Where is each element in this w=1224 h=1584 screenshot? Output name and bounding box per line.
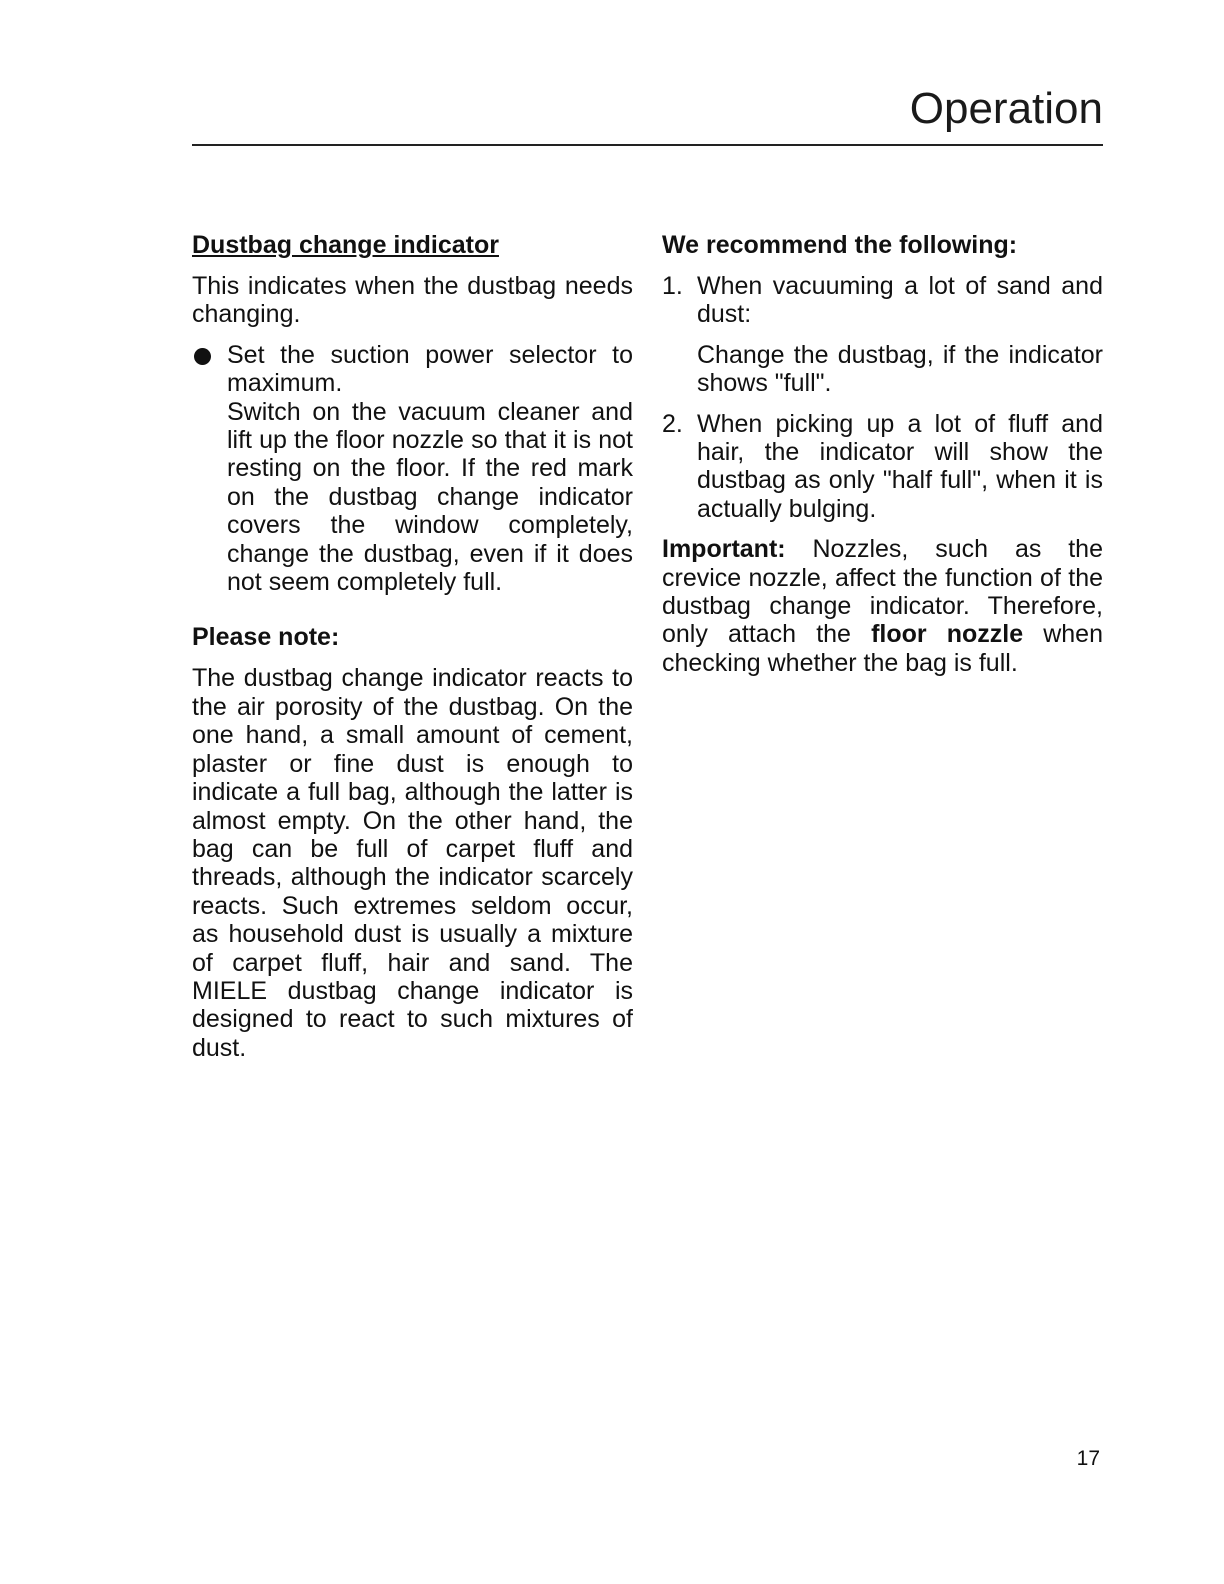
important-text-after: when checking whether the bag is full. xyxy=(662,620,1103,677)
step-extra-text: Change the dustbag, if the indicator shows "full". xyxy=(697,340,1103,398)
right-column xyxy=(662,230,1103,677)
bullet-item xyxy=(192,341,633,597)
bullet-line-2: Switch on the vacuum cleaner and lift up the floor nozzle so that it is not resting on the floor. If the red mark on the dustbag change indicator covers the window completely, change the dustbag, even if it does not seem completely full. xyxy=(227,397,633,597)
important-text-before: Nozzles, such as the crevice nozzle, affect the function of the dustbag change indicator. Therefore, only attach the xyxy=(662,535,1103,649)
step-number: 2. xyxy=(662,409,683,438)
bullet-dot-icon xyxy=(194,348,211,365)
step-number: 1. xyxy=(662,272,683,300)
please-note-heading: Please note: xyxy=(192,623,340,652)
recommendation-list xyxy=(662,272,1103,523)
step-text: When vacuuming a lot of sand and dust: xyxy=(697,272,1103,329)
floor-nozzle-emphasis: floor nozzle xyxy=(871,620,1024,649)
bullet-line-1: Set the suction power selector to maximum. xyxy=(227,340,633,398)
important-label: Important: xyxy=(662,535,786,564)
recommendation-item xyxy=(662,272,1103,398)
header-divider xyxy=(192,144,1103,146)
recommend-heading: We recommend the following: xyxy=(662,231,1018,259)
intro-paragraph: This indicates when the dustbag needs changing. xyxy=(192,272,633,329)
recommendation-item xyxy=(662,410,1103,524)
please-note-paragraph: The dustbag change indicator reacts to the air porosity of the dustbag. On the one hand, a small amount of cement, plaster or fine dust is enough to indicate a full bag, although the latter is almost empty. On the other hand, the bag can be full of carpet fluff and threads, although the indicator scarcely reacts. Such extremes seldom occur, as household dust is usually a mixture of carpet fluff, hair and sand. The MIELE dustbag change indicator is designed to react to such mixtures of dust. xyxy=(192,664,633,1062)
page-number: 17 xyxy=(1076,1447,1100,1470)
dustbag-indicator-heading: Dustbag change indicator xyxy=(192,231,499,259)
left-column xyxy=(192,230,633,1062)
page-section-title: Operation xyxy=(909,84,1103,133)
step-text: When picking up a lot of fluff and hair, the indicator will show the dustbag as only "half full", when it is actually bulging. xyxy=(697,409,1103,523)
important-paragraph xyxy=(662,535,1103,677)
